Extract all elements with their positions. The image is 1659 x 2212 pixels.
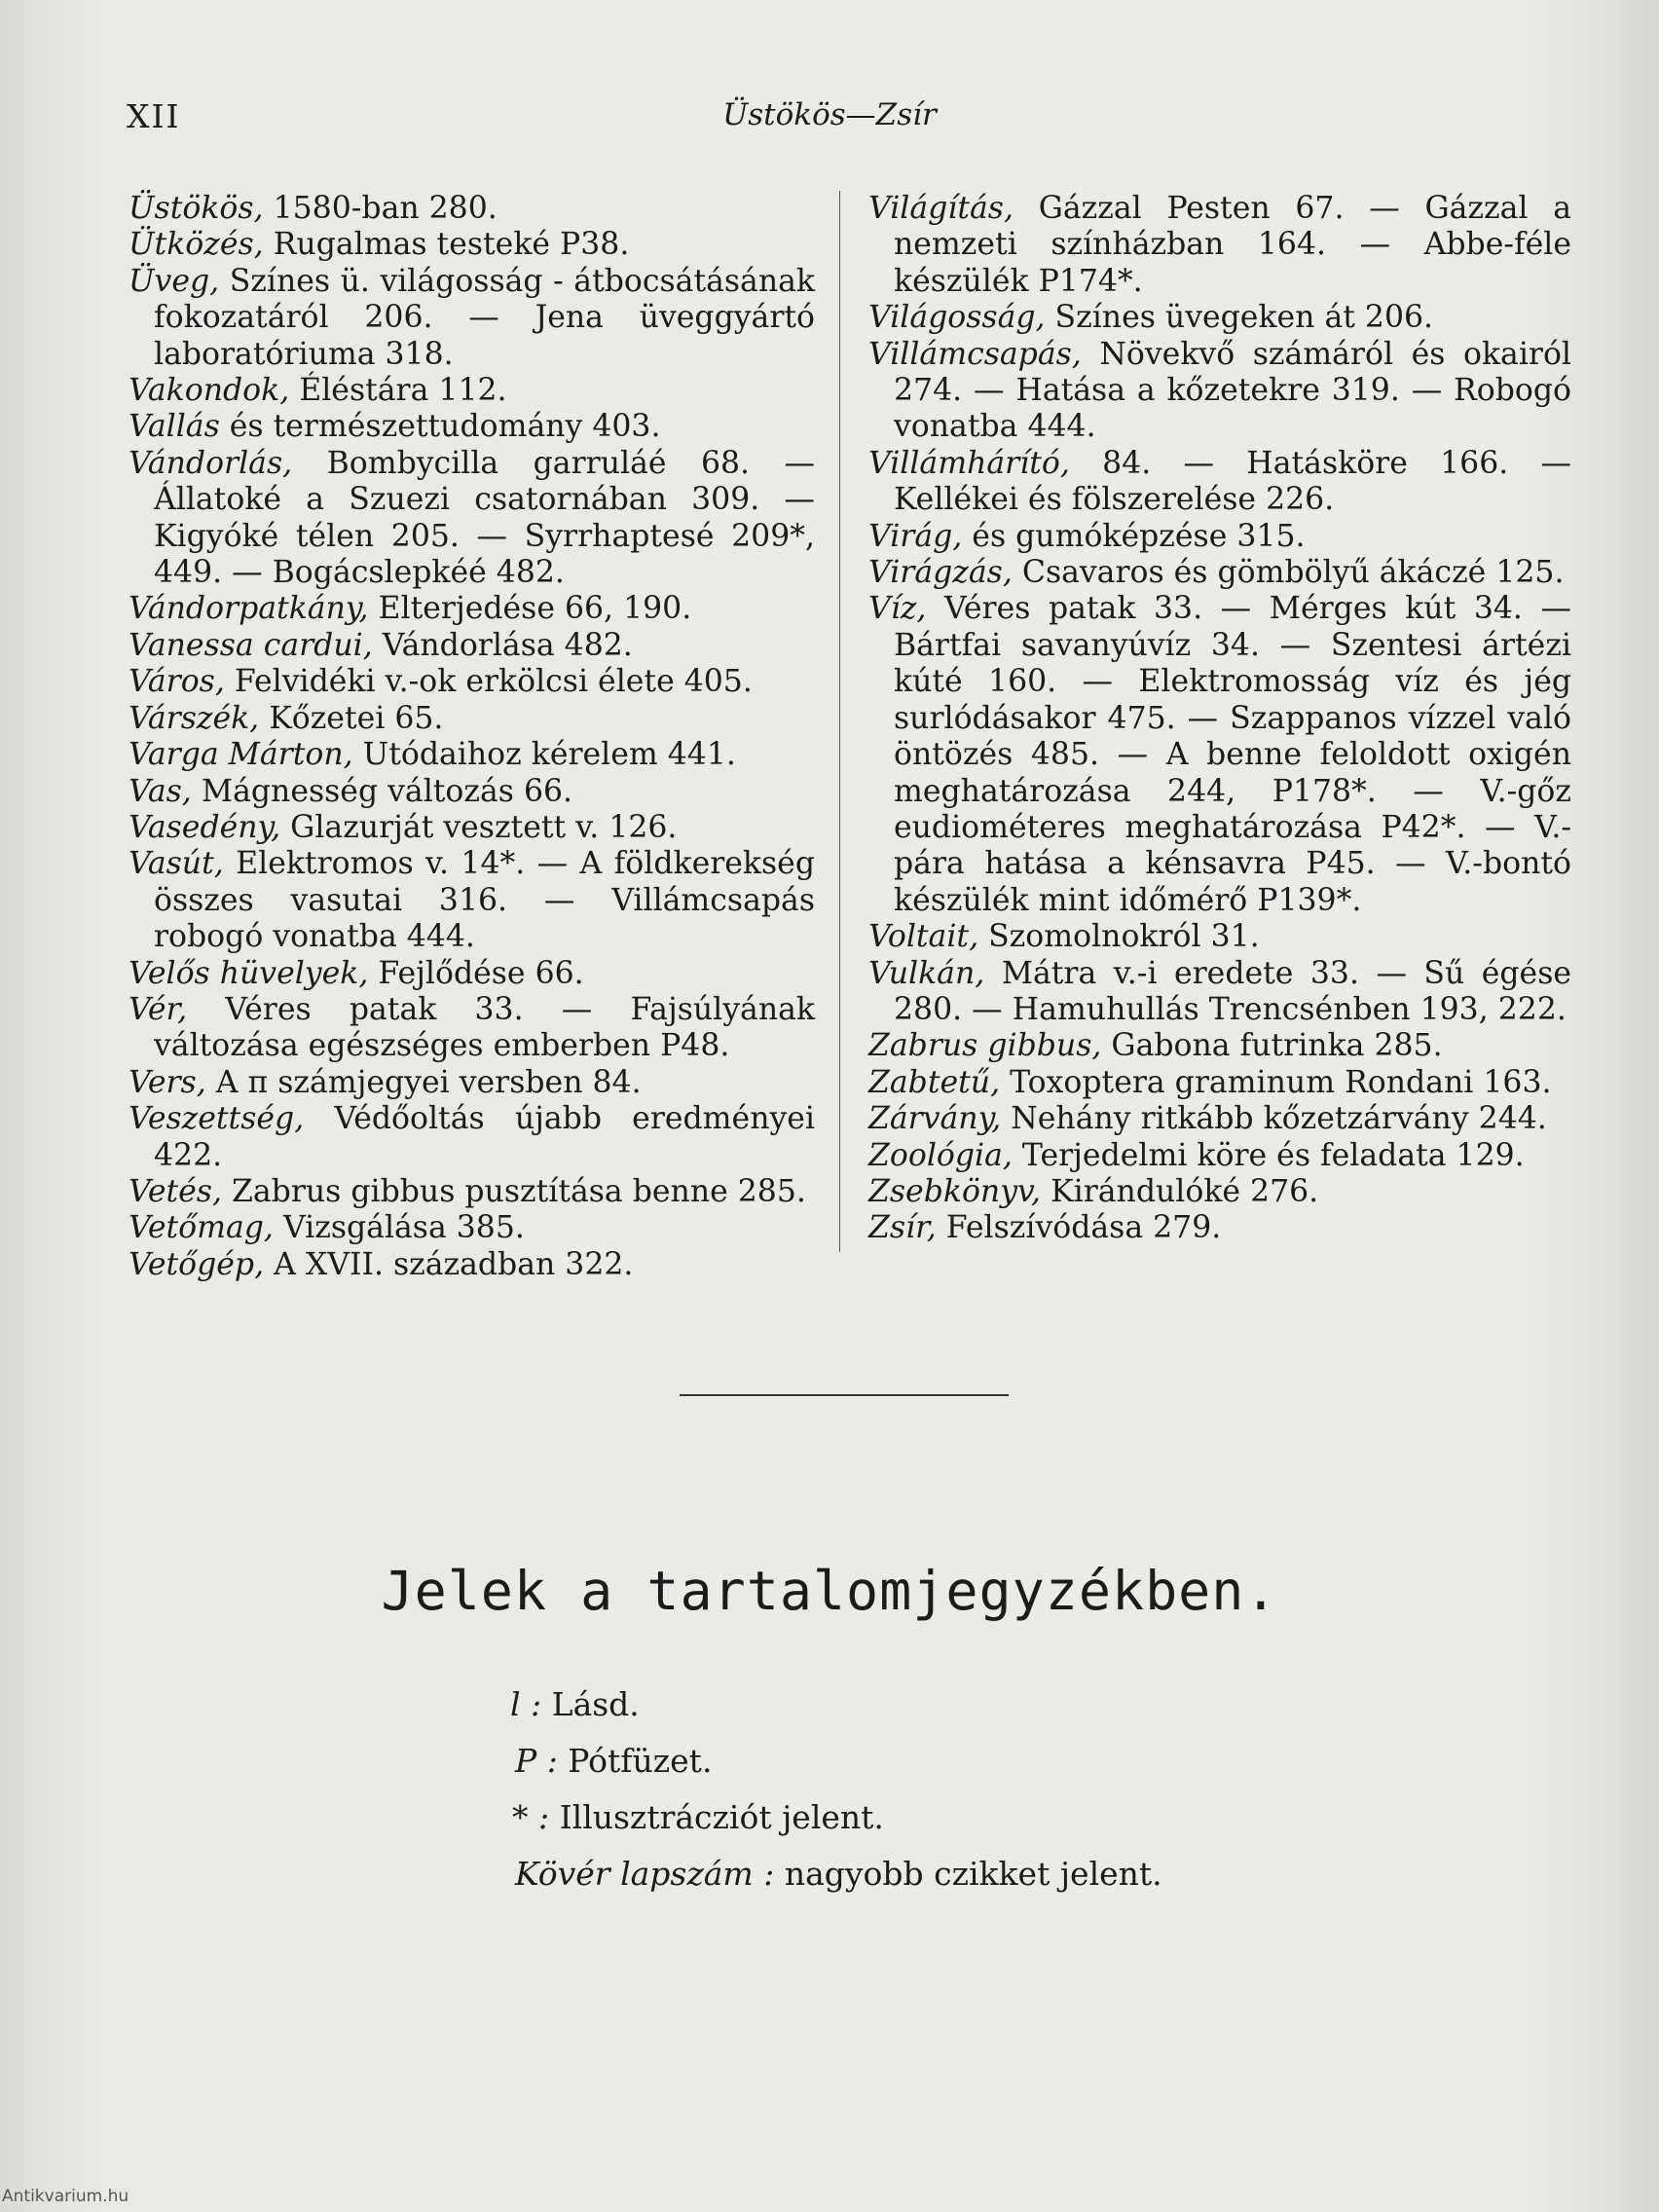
index-entry	[129, 373, 815, 409]
entry-text: Toxoptera graminum Rondani 163.	[1000, 1064, 1552, 1100]
index-entry	[868, 519, 1571, 555]
entry-heading: Virágzás,	[868, 555, 1013, 591]
legend-row	[510, 1846, 1162, 1902]
entry-text: 1580-ban 280.	[263, 191, 498, 226]
entry-text: Kőzetei 65.	[259, 700, 444, 736]
entry-text: Felszívódása 279.	[936, 1210, 1222, 1246]
entry-heading: Vulkán,	[868, 955, 985, 991]
section-rule	[680, 1394, 1009, 1396]
index-entry	[868, 591, 1571, 919]
index-entry	[868, 919, 1571, 955]
entry-heading: Vándorpatkány,	[129, 591, 369, 627]
entry-text: Nehány ritkább kőzetzárvány 244.	[1001, 1101, 1547, 1137]
index-entry	[129, 409, 815, 445]
index-entry	[129, 1101, 815, 1174]
index-entry	[868, 446, 1571, 519]
index-entry	[129, 701, 815, 737]
entry-heading: Zabrus gibbus,	[868, 1028, 1102, 1064]
entry-text: Rugalmas testeké P38.	[263, 227, 630, 263]
legend-meaning: nagyobb czikket jelent.	[774, 1855, 1162, 1893]
entry-text: Elektromos v. 14*. — A földkerekség összes vasutai 316. — Villámcsapás robogó vonatba 444.	[154, 846, 815, 955]
entry-heading: Világosság,	[868, 300, 1046, 336]
entry-text: Kirándulóké 276.	[1041, 1173, 1319, 1209]
index-entry	[129, 956, 815, 992]
legend-symbol: l :	[510, 1685, 542, 1723]
entry-heading: Varga Márton,	[129, 737, 353, 773]
entry-text: Színes ü. világosság - átbocsátásának fokozatáról 206. — Jena üveggyártó laboratóriuma 318.	[154, 263, 815, 372]
index-entry	[868, 1210, 1571, 1246]
entry-text: Mágnesség változás 66.	[191, 773, 573, 809]
index-entry	[129, 810, 815, 846]
entry-heading: Világítás,	[868, 191, 1014, 226]
index-entry	[129, 591, 815, 627]
entry-heading: Várszék,	[129, 700, 260, 736]
entry-text: Mátra v.-i eredete 33. — Sű égése 280. — Hamuhullás Trencsénben 193, 222.	[894, 955, 1571, 1027]
index-entry	[129, 1210, 815, 1246]
index-entry	[129, 227, 815, 263]
entry-heading: Vér,	[129, 991, 188, 1027]
legend-symbol: * :	[512, 1798, 550, 1836]
index-entry	[129, 664, 815, 700]
legend-row	[510, 1789, 1162, 1846]
entry-text: Éléstára 112.	[289, 373, 507, 409]
entry-heading: Villámcsapás,	[868, 336, 1082, 372]
index-entry	[868, 1065, 1571, 1101]
index-entry	[868, 555, 1571, 591]
legend-meaning: Pótfüzet.	[557, 1742, 713, 1780]
legend-meaning: Lásd.	[541, 1685, 640, 1723]
entry-text: és gumóképzése 315.	[962, 518, 1306, 554]
entry-heading: Vándorlás,	[129, 445, 293, 481]
entry-heading: Zabtetű,	[868, 1064, 1001, 1100]
index-entry	[868, 1101, 1571, 1137]
entry-heading: Üveg,	[129, 263, 220, 299]
entry-text: Vizsgálása 385.	[273, 1210, 525, 1246]
entry-text: Fejlődése 66.	[368, 955, 584, 991]
entry-heading: Vallás	[129, 409, 220, 445]
section-title: Jelek a tartalomjegyzékben.	[381, 1560, 1278, 1622]
index-entry	[129, 191, 815, 227]
entry-text: Védőoltás újabb eredményei 422.	[154, 1101, 815, 1173]
entry-heading: Velős hüvelyek,	[129, 955, 369, 991]
entry-text: A XVII. században 322.	[264, 1246, 634, 1282]
entry-text: 84. — Hatásköre 166. — Kellékei és fölszerelése 226.	[894, 445, 1571, 518]
entry-heading: Vers,	[129, 1064, 206, 1100]
entry-text: Növekvő számáról és okairól 274. — Hatása a kőzetekre 319. — Robogó vonatba 444.	[894, 336, 1571, 445]
legend-symbol: Kövér lapszám :	[515, 1855, 775, 1893]
index-entry	[868, 337, 1571, 446]
entry-text: Felvidéki v.-ok erkölcsi élete 405.	[224, 664, 753, 700]
entry-text: Utódaihoz kérelem 441.	[352, 737, 736, 773]
index-entry	[129, 446, 815, 592]
entry-heading: Virág,	[868, 518, 963, 554]
index-entry	[129, 774, 815, 810]
entry-text: Terjedelmi köre és feladata 129.	[1012, 1137, 1525, 1173]
entry-text: és természettudomány 403.	[219, 409, 661, 445]
running-head: Üstökös—Zsír	[722, 97, 937, 132]
legend-symbol: P :	[515, 1742, 558, 1780]
index-entry	[129, 846, 815, 955]
entry-text: Gabona futrinka 285.	[1101, 1028, 1443, 1064]
entry-heading: Vetés,	[129, 1173, 222, 1209]
index-entry	[129, 628, 815, 664]
entry-text: Csavaros és gömbölyű ákáczé 125.	[1012, 555, 1565, 591]
index-column-right	[868, 191, 1571, 1247]
index-entry	[129, 1247, 815, 1283]
entry-heading: Vasút,	[129, 846, 224, 882]
entry-text: Véres patak 33. — Mérges kút 34. — Bártfai savanyúvíz 34. — Szentesi ártézi kúté 160. — Elektromosság víz és jég surlódásakor 475. — Szappanos vízzel való öntözés 485. — A benne feloldott oxigén meghatározása 244, P178*. — V.-gőz eudiométeres meghatározása P42*. — V.-pára hatása a kénsavra P45. — V.-bontó készülék mint időmérő P139*.	[894, 591, 1571, 918]
entry-heading: Zsebkönyv,	[868, 1173, 1042, 1209]
entry-text: Glazurját vesztett v. 126.	[280, 809, 678, 845]
entry-heading: Város,	[129, 664, 225, 700]
index-column-left	[129, 191, 815, 1283]
column-divider	[839, 191, 840, 1252]
legend-row	[510, 1733, 1162, 1789]
entry-text: Szomolnokról 31.	[978, 919, 1260, 955]
entry-heading: Vetőgép,	[129, 1246, 265, 1282]
entry-text: Gázzal Pesten 67. — Gázzal a nemzeti színházban 164. — Abbe-féle készülék P174*.	[894, 191, 1571, 299]
entry-text: Véres patak 33. — Fajsúlyának változása egészséges emberben P48.	[154, 991, 815, 1064]
entry-heading: Üstökös,	[129, 191, 264, 226]
page-header	[0, 97, 1659, 146]
entry-heading: Ütközés,	[129, 227, 264, 263]
index-entry	[868, 191, 1571, 300]
entry-heading: Voltait,	[868, 919, 979, 955]
entry-heading: Vas,	[129, 773, 192, 809]
entry-text: A π számjegyei versben 84.	[205, 1064, 642, 1100]
index-entry	[129, 1065, 815, 1101]
entry-text: Színes üvegeken át 206.	[1045, 300, 1434, 336]
entry-heading: Vanessa cardui,	[129, 627, 373, 663]
index-entry	[129, 264, 815, 373]
entry-heading: Vetőmag,	[129, 1210, 274, 1246]
legend-row	[510, 1677, 1162, 1733]
entry-heading: Villámhárító,	[868, 445, 1070, 481]
entry-heading: Zoológia,	[868, 1137, 1013, 1173]
index-entry	[868, 300, 1571, 336]
entry-text: Bombycilla garruláé 68. — Állatoké a Szuezi csatornában 309. — Kigyóké télen 205. — Syrrhaptesé 209*, 449. — Bogácslepkéé 482.	[154, 445, 815, 591]
watermark-text: Antikvarium.hu	[2, 2187, 129, 2206]
entry-heading: Zsír,	[868, 1210, 937, 1246]
index-entry	[129, 737, 815, 773]
index-entry	[868, 1028, 1571, 1064]
entry-heading: Vasedény,	[129, 809, 281, 845]
entry-text: Elterjedése 66, 190.	[368, 591, 692, 627]
index-entry	[868, 1174, 1571, 1210]
entry-text: Zabrus gibbus pusztítása benne 285.	[221, 1173, 806, 1209]
legend-meaning: Illusztrácziót jelent.	[549, 1798, 884, 1836]
index-entry	[868, 956, 1571, 1029]
entry-text: Vándorlása 482.	[372, 627, 633, 663]
entry-heading: Vakondok,	[129, 373, 290, 409]
entry-heading: Veszettség,	[129, 1101, 305, 1137]
symbol-legend	[510, 1677, 1162, 1902]
index-entry	[868, 1138, 1571, 1174]
page-number: XII	[127, 97, 181, 135]
entry-heading: Víz,	[868, 591, 927, 627]
index-entry	[129, 992, 815, 1065]
entry-heading: Zárvány,	[868, 1101, 1002, 1137]
index-entry	[129, 1174, 815, 1210]
